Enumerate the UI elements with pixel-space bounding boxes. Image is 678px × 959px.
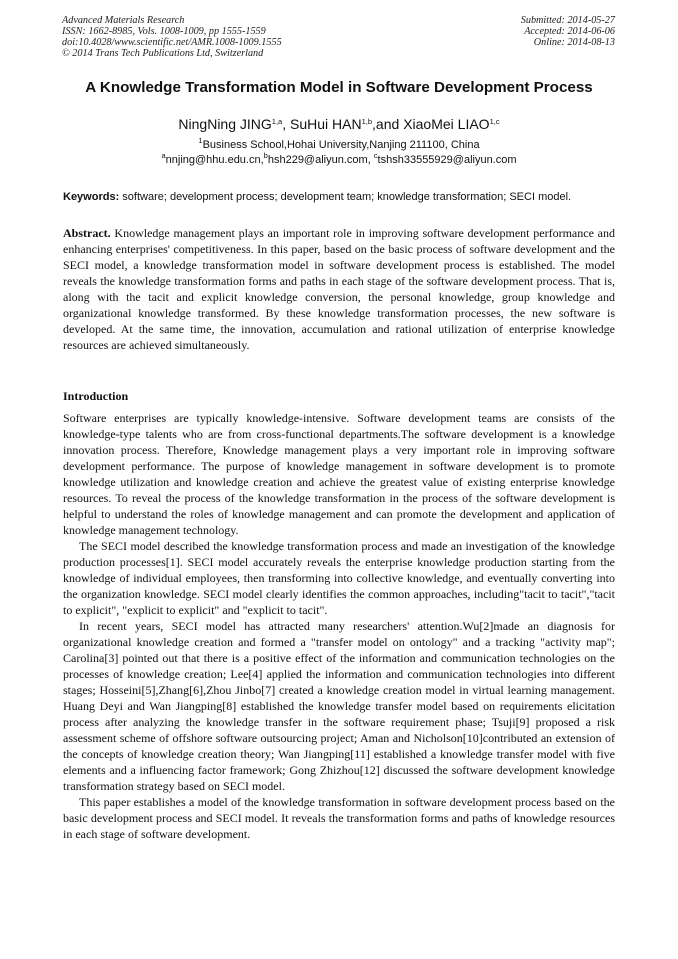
journal-name: Advanced Materials Research xyxy=(62,15,185,26)
introduction-body xyxy=(63,410,615,842)
paragraph: Software enterprises are typically knowledge-intensive. Software development teams are consists of the knowledge-type talents who are from cross-functional departments.The software development is a knowledge innovation process. Therefore, Knowledge management plays a very important role in improving software development performance. The purpose of knowledge management in software development is to promote knowledge utilization and knowledge creation and achieve the greatest value of existing enterprise knowledge resources. To reveal the process of the knowledge transformation in the process of the software development is helpful to understand the roles of knowledge management and can promote the development and application of knowledge management technology. xyxy=(63,411,615,537)
author-name: SuHui HAN xyxy=(290,116,362,132)
paragraph: The SECI model described the knowledge transformation process and made an investigation of the knowledge production processes[1]. SECI model accurately reveals the enterprise knowledge production starting from the knowledge of individual employees, then transforming into collective knowledge, and eventually converting into the organization knowledge. SECI model clearly identifies the common approaches, including"tacit to tacit","tacit to explicit", "explicit to explicit" and "explicit to tacit". xyxy=(63,539,615,617)
online-date: Online: 2014-08-13 xyxy=(533,37,615,48)
email-superscript: b xyxy=(263,151,268,160)
affiliation-text: Business School,Hohai University,Nanjing 211100, China xyxy=(202,139,480,151)
author-separator: , xyxy=(282,116,291,132)
keywords-label: Keywords: xyxy=(63,191,120,203)
affiliation-block xyxy=(0,138,678,168)
author-separator: ,and xyxy=(372,116,404,132)
author-superscript: 1,a xyxy=(271,117,283,126)
paragraph: This paper establishes a model of the knowledge transformation in software development process based on the basic development process and SECI model. It reveals the transformation forms and paths of knowledge resources in each stage of software development. xyxy=(63,795,615,841)
journal-info xyxy=(62,15,282,59)
abstract-text: Knowledge management plays an important role in improving software development performance and enhancing enterprises' competitiveness. In this paper, based on the basic process of software development and the SECI model, a knowledge transformation model in software development process is established. The model reveals the knowledge transformation forms and paths in each stage of the software development process. That is, along with the tacit and explicit knowledge conversion, the personal knowledge, group knowledge and organizational knowledge transformed. By these knowledge transformation processes, the new software is developed. At the same time, the innovation, accumulation and rational utilization of enterprise knowledge resources are achieved simultaneously. xyxy=(63,226,615,352)
email-superscript: c xyxy=(373,151,378,160)
paragraph: In recent years, SECI model has attracted many researchers' attention.Wu[2]made an diagnosis for organizational knowledge creation and formed a "transfer model on ontology" and a tracking "activity map"; Carolina[3] pointed out that there is a positive effect of the information and communication technologies on the processes of knowledge creation; Lee[4] applied the information and communication technologies into different stages; Hosseini[5],Zhang[6],Zhou Jinbo[7] created a knowledge creation model in virtual learning management. Huang Deyi and Wan Jiangping[8] established the knowledge transfer model based on requirements elicitation process after analyzing the knowledge transfer in the software requirement phase; Tsuji[9] proposed a risk assessment scheme of offshore software outsourcing project; Aman and Nicholson[10]contributed an extension of the concepts of knowledge creation theory; Wan Jiangping[11] established a knowledge transfer model with five elements and a influencing factor framework; Gong Zhizhou[12] discussed the software development knowledge transformation strategy based on SECI model. xyxy=(63,619,615,793)
email-address: tshsh33555929@aliyun.com xyxy=(377,154,517,166)
keywords-text: software; development process; development team; knowledge transformation; SECI model. xyxy=(119,191,572,203)
date-info xyxy=(521,15,615,48)
author-list xyxy=(0,116,678,132)
doi-line: doi:10.4028/www.scientific.net/AMR.1008-1009.1555 xyxy=(62,37,282,48)
email-address: nnjing@hhu.edu.cn, xyxy=(165,154,264,166)
submitted-date: Submitted: 2014-05-27 xyxy=(520,15,615,26)
author-name: NingNing JING xyxy=(178,116,272,132)
email-line xyxy=(0,153,678,168)
affiliation-line xyxy=(0,138,678,153)
copyright-line: © 2014 Trans Tech Publications Ltd, Switzerland xyxy=(62,48,264,59)
author-superscript: 1,b xyxy=(361,117,373,126)
author-name: XiaoMei LIAO xyxy=(403,116,490,132)
introduction-heading: Introduction xyxy=(63,389,129,403)
paper-title: A Knowledge Transformation Model in Software Development Process xyxy=(85,79,593,96)
issn-line: ISSN: 1662-8985, Vols. 1008-1009, pp 1555-1559 xyxy=(62,26,266,37)
accepted-date: Accepted: 2014-06-06 xyxy=(524,26,615,37)
email-address: hsh229@aliyun.com, xyxy=(267,154,374,166)
abstract-block xyxy=(63,225,615,353)
author-superscript: 1,c xyxy=(489,117,500,126)
keywords-block xyxy=(63,190,615,205)
affiliation-superscript: 1 xyxy=(198,136,203,145)
email-superscript: a xyxy=(161,151,166,160)
abstract-label: Abstract. xyxy=(63,226,111,240)
